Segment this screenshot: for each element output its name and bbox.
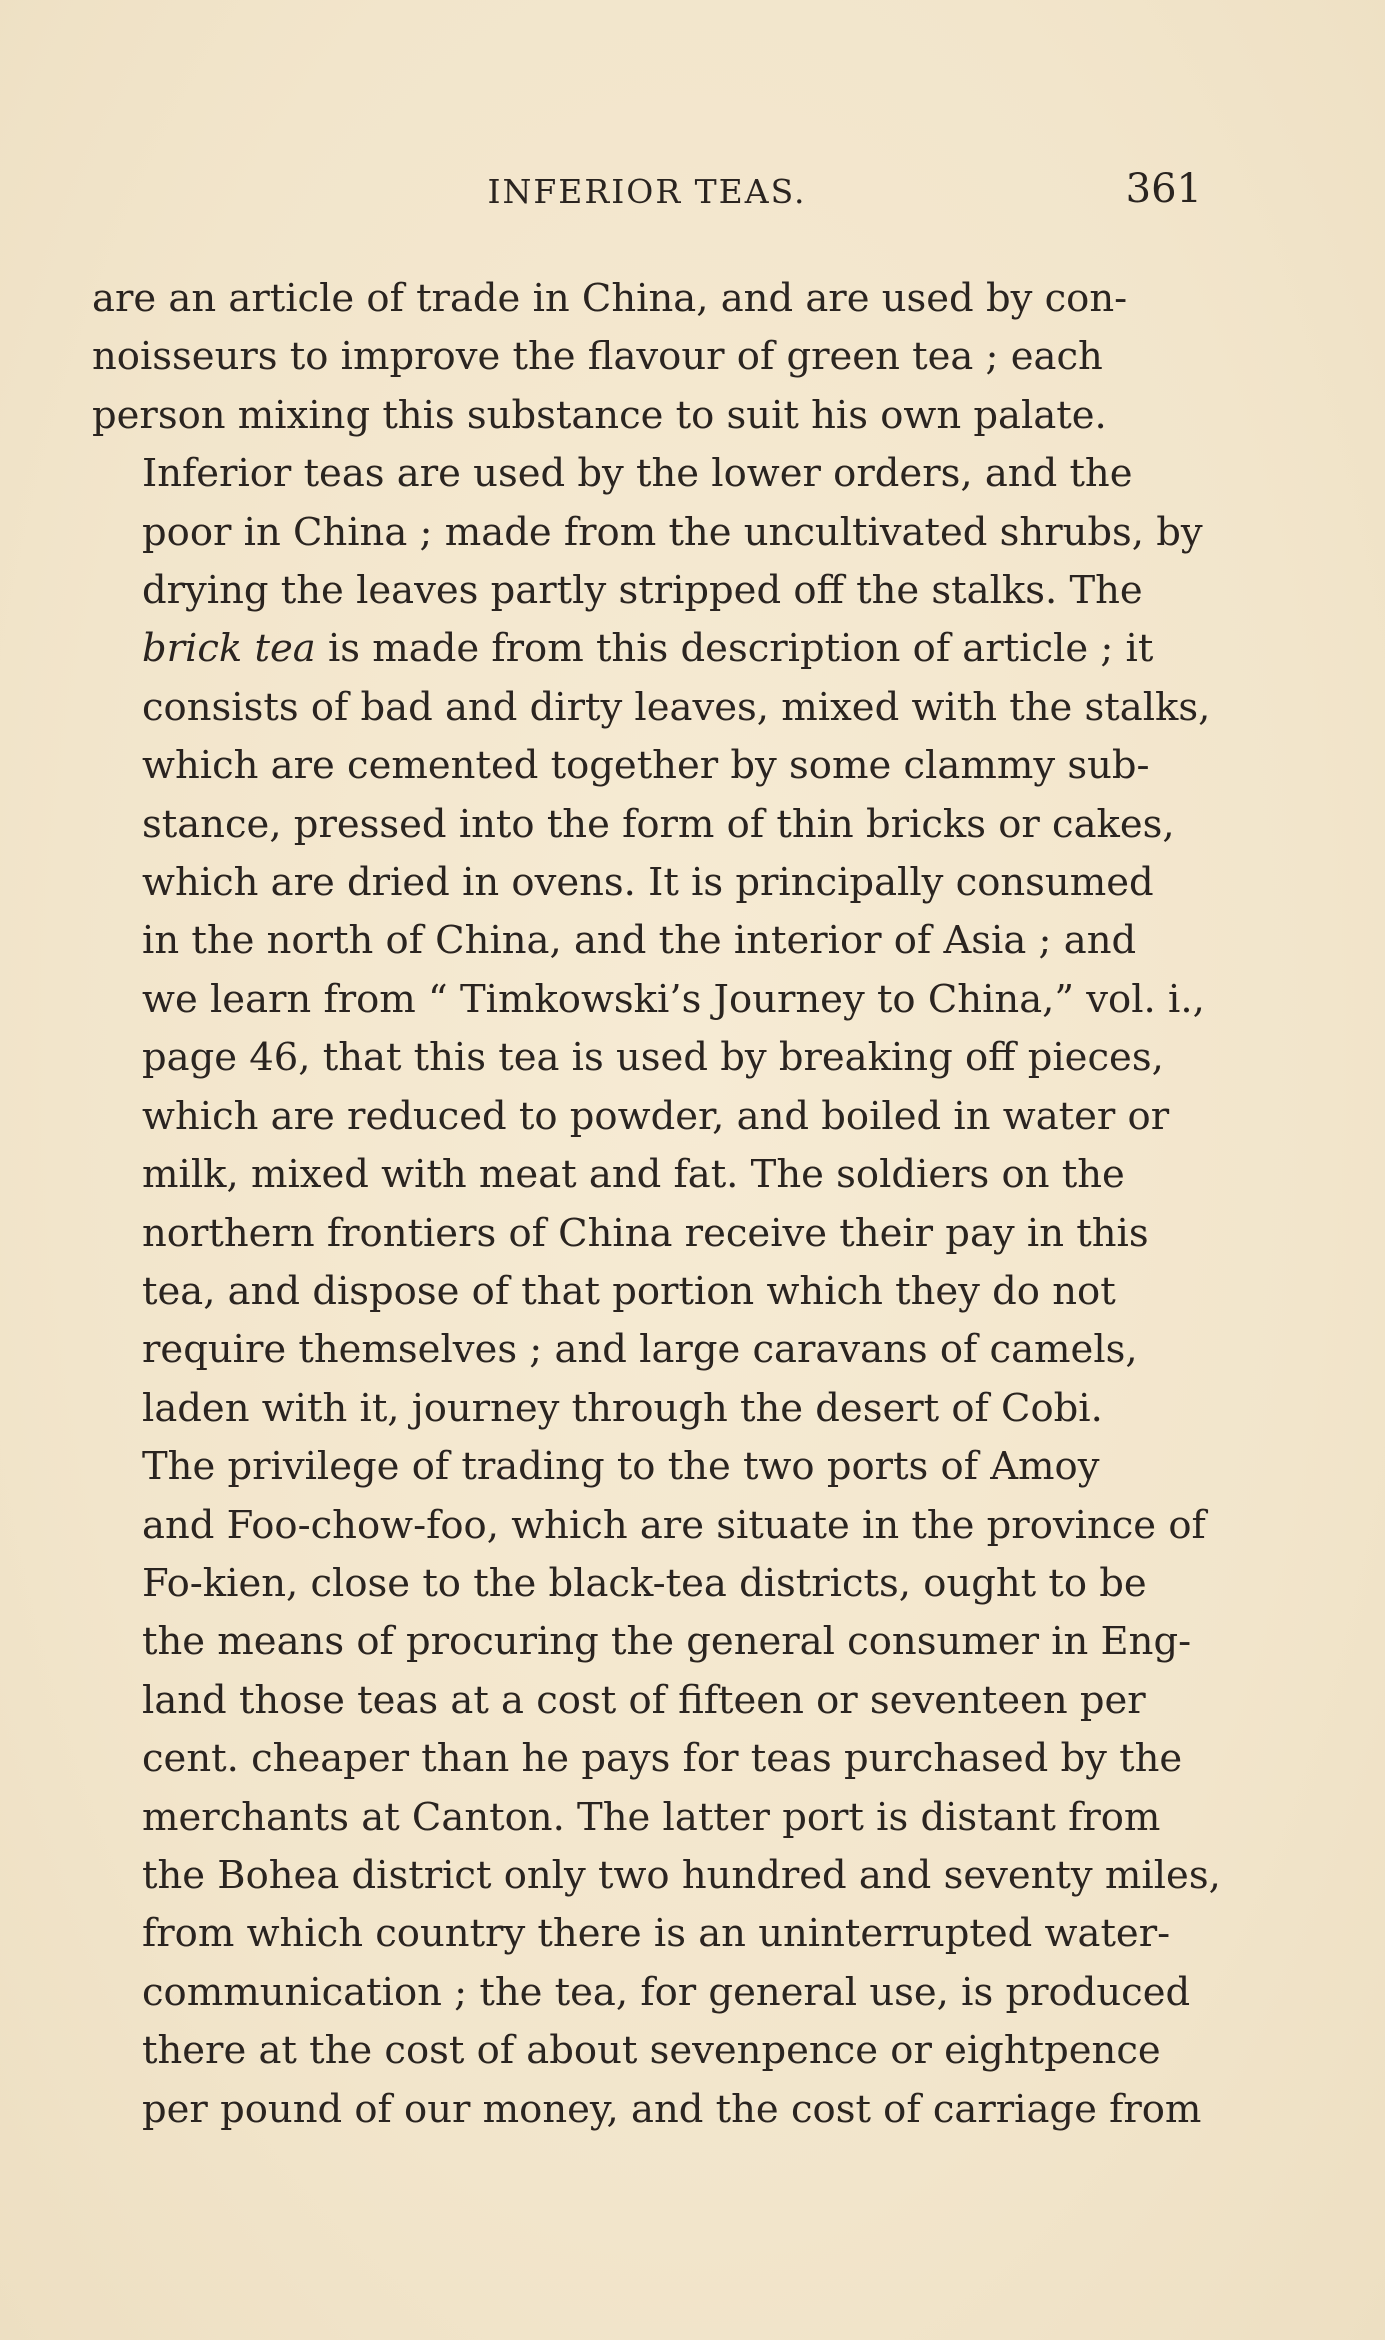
text-line: page 46, that this tea is used by breaking off pieces, [142, 1035, 1164, 1081]
text-line: we learn from “ Timkowski’s Journey to China,” vol. i., [142, 976, 1205, 1022]
text-line: The privilege of trading to the two ports of Amoy [142, 1444, 1100, 1490]
paragraph-3 [92, 1438, 1221, 2139]
text-line: land those teas at a cost of fifteen or seventeen per [142, 1677, 1146, 1723]
text-line: and Foo-chow-foo, which are situate in the province of [142, 1502, 1206, 1548]
text-line: person mixing this substance to suit his own palate. [92, 392, 1107, 438]
text-line: the means of procuring the general consumer in Eng- [142, 1619, 1192, 1665]
text-line: Inferior teas are used by the lower orders, and the [142, 451, 1133, 497]
text-line: consists of bad and dirty leaves, mixed with the stalks, [142, 684, 1211, 730]
paragraph-1 [92, 270, 1202, 445]
body-text [92, 270, 1221, 2139]
text-line: are an article of trade in China, and are used by con- [92, 276, 1128, 321]
text-line: which are reduced to powder, and boiled in water or [142, 1093, 1170, 1139]
text-line: Fo-kien, close to the black-tea districts, ought to be [142, 1560, 1147, 1606]
text-line: poor in China ; made from the uncultivated shrubs, by [142, 509, 1203, 555]
page-header [92, 166, 1202, 232]
text-line: require themselves ; and large caravans of camels, [142, 1327, 1138, 1373]
text-line: which are cemented together by some clammy sub- [142, 743, 1150, 789]
text-line: from which country there is an uninterrupted water- [142, 1911, 1171, 1957]
text-line: communication ; the tea, for general use, is produced [142, 1969, 1191, 2015]
text-line: laden with it, journey through the desert of Cobi. [142, 1385, 1103, 1431]
running-title: INFERIOR TEAS. [487, 172, 807, 211]
text-line: there at the cost of about sevenpence or eightpence [142, 2028, 1161, 2074]
text-line [92, 620, 1202, 678]
italic-term: brick tea [142, 626, 316, 672]
paragraph-2 [92, 445, 1211, 1438]
text-line: in the north of China, and the interior of Asia ; and [142, 918, 1137, 964]
page-number: 361 [1125, 166, 1202, 212]
text-line: northern frontiers of China receive their pay in this [142, 1210, 1149, 1256]
text-line: stance, pressed into the form of thin bricks or cakes, [142, 801, 1175, 847]
text-line: noisseurs to improve the flavour of green tea ; each [92, 334, 1103, 380]
text-line: which are dried in ovens. It is principally consumed [142, 860, 1154, 906]
text-line: milk, mixed with meat and fat. The soldiers on the [142, 1152, 1125, 1198]
text-line-rest: is made from this description of article ; it [315, 626, 1154, 672]
text-line: tea, and dispose of that portion which they do not [142, 1268, 1116, 1314]
text-line: per pound of our money, and the cost of carriage from [142, 2086, 1202, 2132]
text-line: drying the leaves partly stripped off the stalks. The [142, 568, 1143, 614]
text-line: the Bohea district only two hundred and seventy miles, [142, 1852, 1221, 1898]
text-line: merchants at Canton. The latter port is distant from [142, 1794, 1161, 1840]
text-line: cent. cheaper than he pays for teas purchased by the [142, 1736, 1183, 1782]
